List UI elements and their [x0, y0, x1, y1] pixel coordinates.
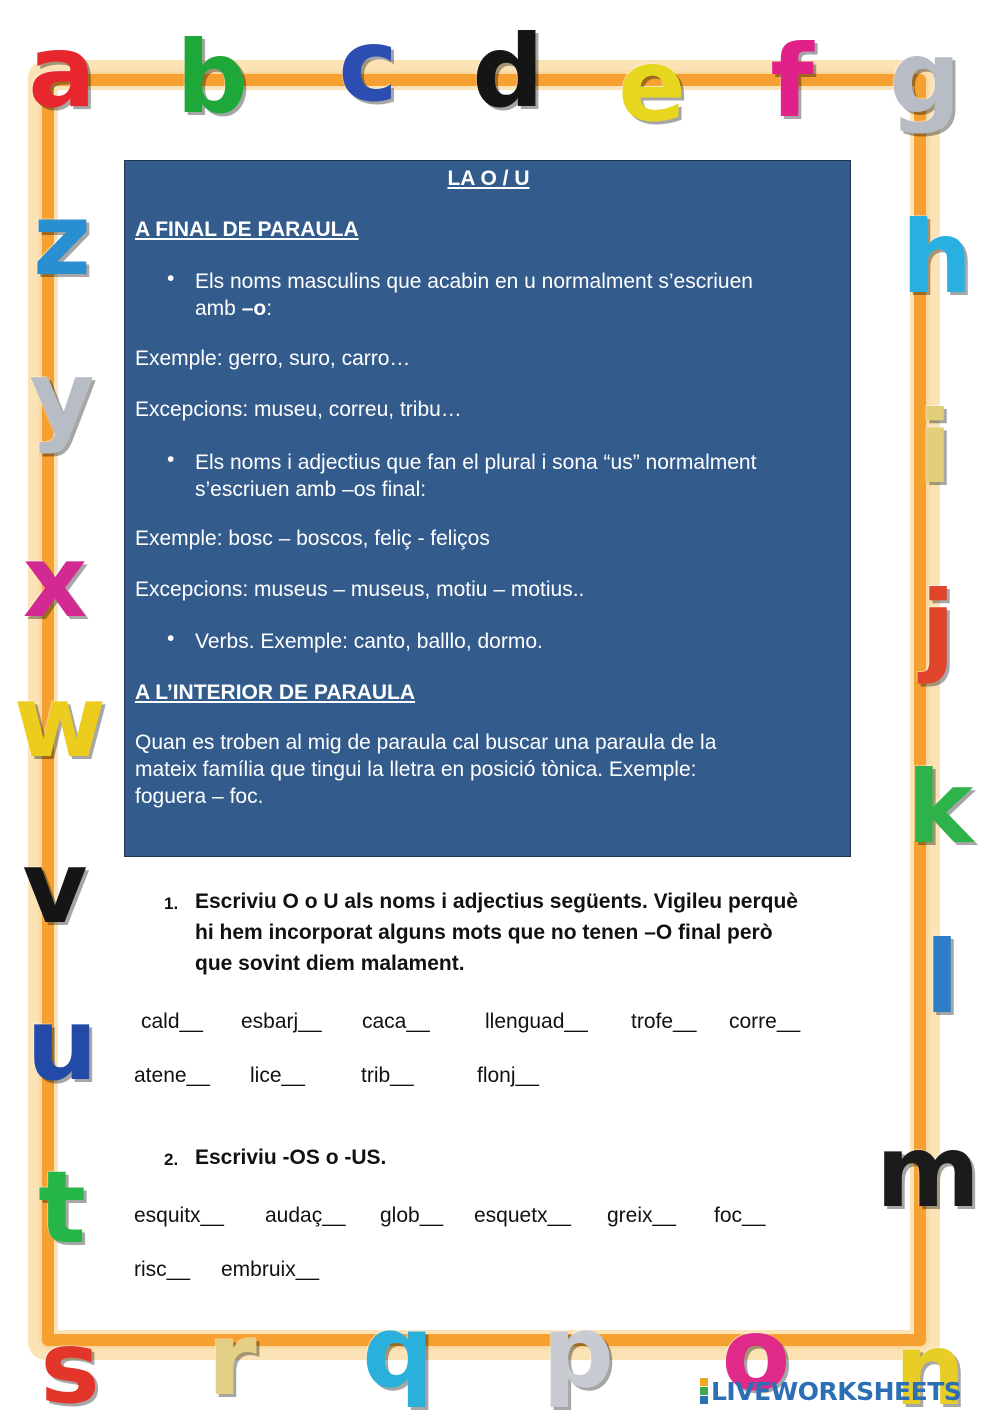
border-letter-s: s	[40, 1309, 100, 1426]
border-letter-y: y	[29, 339, 95, 456]
exercise1-line2: hi hem incorporat alguns mots que no tenen –O final però	[195, 921, 773, 944]
border-letter-c: c	[338, 7, 398, 124]
exercise1-line1: Escriviu O o U als noms i adjectius següents. Vigileu perquè	[195, 890, 798, 913]
border-letter-h: h	[901, 199, 973, 316]
info-panel	[124, 160, 851, 857]
word-blank[interactable]: esquitx__	[134, 1204, 224, 1227]
section-heading-final: A FINAL DE PARAULA	[135, 218, 359, 241]
logo-mark-icon	[700, 1378, 708, 1404]
border-letter-p: p	[542, 1293, 614, 1410]
interior-line3: foguera – foc.	[135, 785, 264, 808]
exceptions2: Excepcions: museus – museus, motiu – motius..	[135, 578, 585, 601]
bullet2-line2: s’escriuen amb –os final:	[195, 478, 427, 501]
border-letter-j: j	[920, 569, 956, 686]
exercise2-title: Escriviu -OS o -US.	[195, 1146, 387, 1169]
word-blank[interactable]: foc__	[714, 1204, 766, 1227]
liveworksheets-logo	[700, 1376, 961, 1406]
border-letter-b: b	[176, 19, 248, 136]
border-letter-i: i	[917, 389, 953, 506]
word-blank[interactable]: trib__	[361, 1064, 414, 1087]
example1: Exemple: gerro, suro, carro…	[135, 347, 411, 370]
logo-text: LIVEWORKSHEETS	[711, 1376, 962, 1406]
exercise2-number: 2.	[164, 1150, 179, 1169]
example2: Exemple: bosc – boscos, feliç - feliços	[135, 527, 490, 550]
border-letter-z: z	[32, 181, 92, 298]
border-letter-r: r	[207, 1301, 257, 1418]
word-blank[interactable]: lice__	[250, 1064, 305, 1087]
border-letter-v: v	[22, 829, 88, 946]
border-letter-w: w	[13, 663, 107, 780]
word-blank[interactable]: glob__	[380, 1204, 444, 1227]
border-letter-g: g	[889, 19, 961, 136]
border-letter-l: l	[924, 919, 960, 1036]
word-blank[interactable]: trofe__	[631, 1010, 697, 1033]
word-blank[interactable]: audaç__	[265, 1204, 346, 1227]
border-letter-u: u	[26, 986, 98, 1103]
word-blank[interactable]: atene__	[134, 1064, 210, 1087]
word-blank[interactable]: llenguad__	[485, 1010, 588, 1033]
word-blank[interactable]: esbarj__	[241, 1010, 322, 1033]
border-letter-d: d	[472, 13, 544, 130]
word-blank[interactable]: cald__	[141, 1010, 203, 1033]
border-letter-n: n	[894, 1311, 966, 1428]
interior-line2: mateix família que tingui la lletra en posició tònica. Exemple:	[135, 758, 697, 781]
border-letter-e: e	[618, 27, 686, 144]
border-letter-o: o	[721, 1296, 791, 1413]
bullet1-bold: –o	[241, 297, 267, 320]
border-letter-q: q	[362, 1293, 434, 1410]
interior-line1: Quan es troben al mig de paraula cal buscar una paraula de la	[135, 731, 717, 754]
bullet-dot: •	[167, 627, 175, 650]
border-letter-x: x	[22, 523, 88, 640]
exceptions1: Excepcions: museu, correu, tribu…	[135, 398, 462, 421]
bullet1-line1: Els noms masculins que acabin en u normalment s’escriuen	[195, 270, 753, 293]
word-blank[interactable]: embruix__	[221, 1258, 320, 1281]
section-heading-interior: A L’INTERIOR DE PARAULA	[135, 681, 416, 704]
bullet3: Verbs. Exemple: canto, balllo, dormo.	[195, 630, 543, 653]
word-blank[interactable]: flonj__	[477, 1064, 539, 1087]
word-blank[interactable]: greix__	[607, 1204, 676, 1227]
word-blank[interactable]: caca__	[362, 1010, 430, 1033]
border-letter-k: k	[906, 749, 974, 866]
bullet1-line2	[195, 295, 272, 322]
panel-title: LA O / U	[447, 167, 530, 190]
word-blank[interactable]: esquetx__	[474, 1204, 571, 1227]
exercise1-number: 1.	[164, 894, 179, 913]
bullet2-line1: Els noms i adjectius que fan el plural i sona “us” normalment	[195, 451, 757, 474]
word-blank[interactable]: risc__	[134, 1258, 191, 1281]
border-letter-t: t	[38, 1149, 86, 1266]
border-letter-f: f	[770, 23, 814, 140]
border-letter-m: m	[875, 1113, 981, 1230]
exercise1-line3: que sovint diem malament.	[195, 952, 465, 975]
bullet1-prefix: amb	[195, 297, 242, 320]
bullet-dot: •	[167, 448, 175, 471]
bullet1-suffix: :	[266, 297, 273, 320]
word-blank[interactable]: corre__	[729, 1010, 801, 1033]
border-letter-a: a	[28, 13, 96, 130]
bullet-dot: •	[167, 267, 175, 290]
